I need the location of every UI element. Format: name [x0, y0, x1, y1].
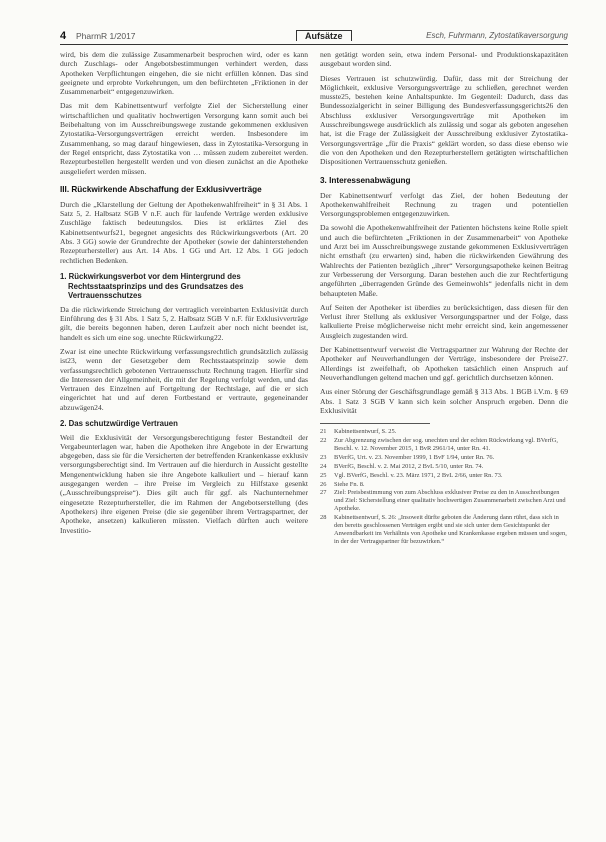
footnote-text: Kabinettsentwurf, S. 26: „Insoweit dürfte geboten die Änderung dann rührt, dass sich in den bereits geschlossenen Verträgen ergibt und sie sich unter dem Gesichtspunkt der Anwendbarkeit im Verhältnis von Apotheke und Krankenkasse ergeben müssen und sogen, in der der Vertragspartner für bezuwirken.“: [334, 514, 567, 545]
paragraph: Da sowohl die Apothekenwahlfreiheit der Patienten höchstens keine Rolle spielt und auch die befürchteten „Friktionen in der Zusammenarbeit“ von Apotheke und Arzt bei im Ausschreibungswege zustande gekommenen Exklusivverträgen nicht ernsthaft (zu erwarten) sind, haben die rückwirkenden Gewährung des Wahlrechts der Patienten bezüglich „ihrer“ Versorgungsapotheke keinen Beitrag zur Verbesserung der Versorgung. Daran bestehen auch die zur Rechtfertigung angeführten „überragenden Gründe des Gemeinwohls“ jedenfalls nicht in dem behaupteten Maße.: [320, 223, 568, 298]
footnote-number: 24: [320, 462, 327, 470]
paragraph: Da die rückwirkende Streichung der vertraglich vereinbarten Exklusivität durch Einführung des § 31 Abs. 1 Satz 5, 2. Halbsatz SGB V n.F. für Exklusivverträge gilt, die bereits begonnen haben, deren Laufzeit aber noch nicht beendet ist, handelt es sich um eine sog. unechte Rückwirkung22.: [60, 304, 308, 342]
footnote-text: Ziel: Preisbestimmung von zum Abschluss exklusiver Preise zu den in Ausschreibungen und Ziel: Sicherstellung einer qualitativ hochwertigen Zusammenarbeit zwischen Arzt und Apotheke.: [334, 489, 566, 513]
footnote-number: 21: [320, 428, 327, 436]
paragraph: nen getätigt worden sein, etwa indem Personal- und Produktionskapazitäten ausgebaut worden sind.: [320, 50, 568, 69]
subsection-heading-2: 2. Das schutzwürdige Vertrauen: [60, 418, 178, 428]
footnote-rule: [320, 423, 430, 424]
left-column: [60, 50, 308, 540]
paragraph: Durch die „Klarstellung der Geltung der Apothekenwahlfreiheit“ in § 31 Abs. 1 Satz 5, 2. Halbsatz SGB V n.F. auch für laufende Verträge werden exklusive Zuschläge faktisch bedeutungslos. Dies ist erklärtes Ziel des Kabinettsentwurfs21, begegnet angesichts des Rückwirkungsverbots (Art. 20 Abs. 3 GG) sowie der Grundrechte der Apotheker (sowie der dahinterstehenden Rezepturhersteller) aus Art. 14 Abs. 1 GG und Art. 12 Abs. 1 GG jedoch rechtlichen Bedenken.: [60, 199, 308, 265]
paragraph: Das mit dem Kabinettsentwurf verfolgte Ziel der Sicherstellung einer wirtschaftlichen und qualitativ hochwertigen Versorgung kann somit auch bei Beibehaltung von im Ausschreibungswege zustande gekommenen exklusiven Zytostatika-Versorgungsverträgen erreicht werden. Insbesondere im Zusammenhang, so mag darauf hingewiesen, dass in Zytostatika-Versorgung in der Regel entspricht, dass Zytostatika von … müssen zudem zubereitet werden. Rezepturbestellen hergestellt werden und von diesen zunächst an die Apotheke ausgeliefert werden müssen.: [60, 101, 308, 176]
paragraph: Weil die Exklusivität der Versorgungsberechtigung fester Bestandteil der Vergabeunterlagen war, haben die Apotheken ihre Angebote in der Erwartung abgegeben, dass sie für die Versicherten der betreffenden Krankenkasse exklusiv versorgungsberechtigt sind. Im Vertrauen auf die hierdurch in Aussicht gestellte Mengenentwicklung haben sie ihre Angebote kalkuliert und – hierauf kann ausgegangen werden – ihre Preise im Vergleich zu Hilfstaxe gesenkt („Ausschreibungspreise“). Dies gilt auch für ggf. als Nachunternehmer eingesetzte Rezepturhersteller, die im Rahmen der Angebotserstellung (des Apothekers) ihre eigenen Preise (die sie gegenüber ihrem Vertragspartner, der Apotheke, ansetzen) kalkulieren müssten. Vielfach dürften auch weitere Investitio-: [60, 432, 308, 535]
footnote-number: 23: [320, 453, 327, 461]
footnote: [320, 472, 568, 480]
footnote: [320, 481, 568, 489]
footnotes: [320, 428, 568, 546]
footnote: [320, 514, 568, 546]
footnote-text: BVerfG, Beschl. v. 2. Mai 2012, 2 BvL 5/10, unter Rn. 74.: [334, 462, 484, 470]
footnote: [320, 428, 568, 436]
header-rule: [60, 44, 568, 45]
footnote-text: BVerfG, Urt. v. 23. November 1999, 1 BvF 1/94, unter Rn. 76.: [334, 453, 495, 461]
footnote: [320, 437, 568, 453]
paragraph: Auf Seiten der Apotheker ist überdies zu berücksichtigen, dass diesen für den Verlust ihrer Stellung als exklusiver Versorgungspartner und der Folge, dass kalkulierte Preise möglicherweise nicht mehr erreicht sind, kein angemessener Ausgleich zugestanden wird.: [320, 302, 568, 340]
paragraph: wird, bis dem die zulässige Zusammenarbeit besprochen wird, oder es kann durch Zuschlags- oder Angebotsbestimmungen verhindert werden, dass Apotheken Verpflichtungen eingehen, die sie nicht erfüllen können. Das sind geeignete und erprobte Vorkehrungen, um den befürchteten „Friktionen in der Zusammenarbeit“ entgegenzuwirken.: [60, 50, 308, 97]
paragraph: Zwar ist eine unechte Rückwirkung verfassungsrechtlich grundsätzlich zulässig ist23, wenn der Gesetzgeber dem Rechtsstaatsprinzip sowie dem verfassungsrechtlich gebotenen Vertrauensschutz Rechnung tragen. Hierfür sind die Interessen der Allgemeinheit, die mit der Regelung verfolgt werden, und das Vertrauen des Einzelnen auf Fortgeltung der Rechtslage, auf die er sich eingerichtet hat und auf deren Fortbestand er vertraute, gegeneinander abzuwägen24.: [60, 346, 308, 412]
footnote-number: 22: [320, 437, 327, 444]
footnote-number: 25: [320, 471, 327, 479]
footnote-text: Vgl. BVerfG, Beschl. v. 23. März 1971, 2 BvL 2/66, unter Rn. 73.: [334, 471, 503, 479]
footnote-text: Kabinettsentwurf, S. 25.: [334, 428, 397, 436]
journal-name: PharmR 1/2017: [76, 31, 136, 41]
footnote-number: 27: [320, 489, 327, 497]
page-header: [60, 30, 568, 44]
footnote-text: Siehe Fn. 8.: [334, 480, 365, 488]
footnote: [320, 463, 568, 471]
footnote: [320, 454, 568, 462]
footnote-number: 28: [320, 514, 327, 522]
right-column: [320, 50, 568, 547]
section-heading-3: 3. Interessenabwägung: [320, 175, 411, 185]
footnote: [320, 489, 568, 513]
section-tab: Aufsätze: [296, 30, 352, 41]
section-heading-iii: III. Rückwirkende Abschaffung der Exklusivverträge: [60, 184, 262, 194]
subsection-heading-1: 1. Rückwirkungsverbot vor dem Hintergrund des Rechtsstaatsprinzips und des Grundsatzes des Vertrauensschutzes: [60, 271, 244, 301]
paragraph: Aus einer Störung der Geschäftsgrundlage gemäß § 313 Abs. 1 BGB i.V.m. § 69 Abs. 1 Satz 3 SGB V kann sich kein solcher Anspruch ergeben. Denn die Exklusivität: [320, 387, 568, 415]
running-head-authors: Esch, Fuhrmann, Zytostatikaversorgung: [426, 31, 568, 40]
footnote-number: 26: [320, 480, 327, 488]
paragraph: Dieses Vertrauen ist schutzwürdig. Dafür, dass mit der Streichung der Möglichkeit, exklusive Versorgungsverträge zu schließen, gerechnet werden musste25, bestehen keine Anhaltspunkte. Im Gegenteil: Dadurch, dass das Bundessozialgericht in seiner Billigung des Bundesverfassungsgerichts26 den Abschluss exklusiver Versorgungsverträge mit Apotheken im Ausschreibungswege ausdrücklich als zulässig und sogar als geboten angesehen hat, ist die Frage der Zulässigkeit der Ausschreibung exklusiver Zytostatika-Versorgungsverträge „für die Praxis“ geklärt worden, so dass diese ebenso wie die von den Apotheken und den Rezepturherstellern getätigten wirtschaftlichen Dispositionen Vertrauensschutz genießen.: [320, 73, 568, 167]
page-number: 4: [60, 30, 67, 42]
paragraph: Der Kabinettsentwurf verweist die Vertragspartner zur Wahrung der Rechte der Apotheker auf Neuverhandlungen der Verträge, insbesondere der Preise27. Allerdings ist zweifelhaft, ob Apotheken tatsächlich einen Anspruch auf Neuverhandlungen geltend machen und ggf. gerichtlich durchsetzen können.: [320, 345, 568, 382]
paragraph: Der Kabinettsentwurf verfolgt das Ziel, der hohen Bedeutung der Apothekenwahlfreiheit Rechnung zu tragen und potentiellen Versorgungsproblemen entgegenzuwirken.: [320, 190, 568, 219]
footnote-text: Zur Abgrenzung zwischen der sog. unechten und der echten Rückwirkung vgl. BVerfG, Beschl. v. 12. November 2015, 1 BvR 2961/14, unter Rn. 41.: [334, 437, 558, 452]
